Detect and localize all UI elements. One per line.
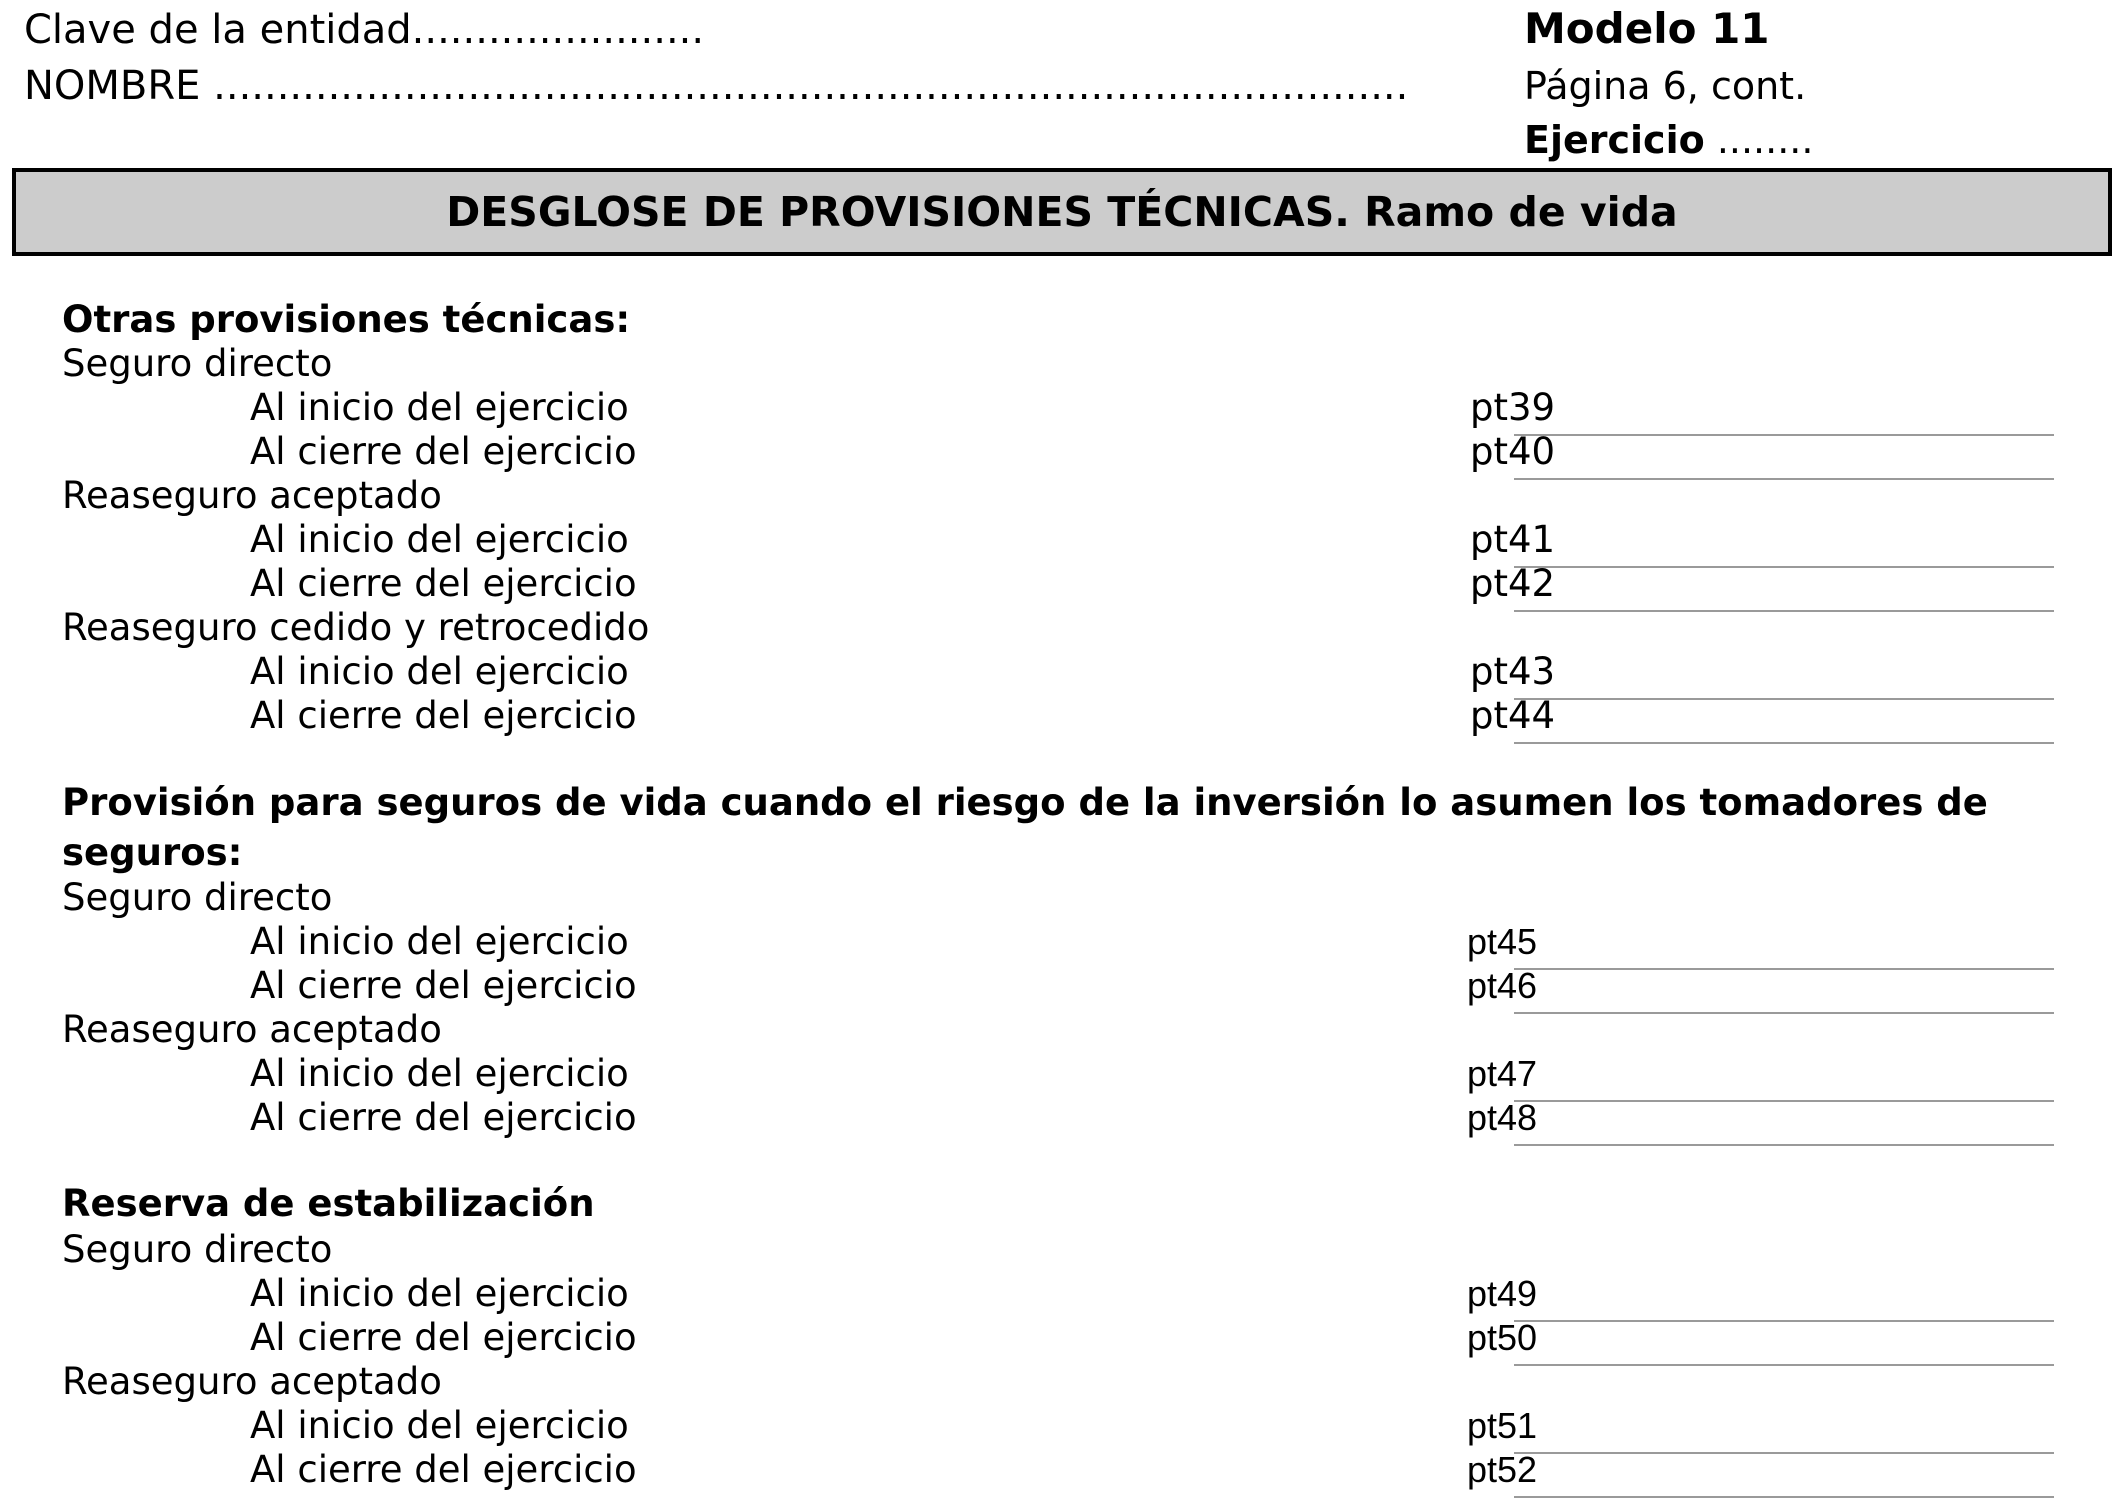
- field-pt45[interactable]: [1514, 968, 2054, 970]
- code-pt43: pt43: [1470, 650, 1556, 693]
- reserva-heading: Reserva de estabilización: [62, 1182, 595, 1225]
- section-title-bar: [12, 168, 2112, 256]
- code-pt39: pt39: [1470, 386, 1556, 429]
- row-label-pt45: Al inicio del ejercicio: [250, 920, 629, 963]
- provision-reaseguro-aceptado: Reaseguro aceptado: [62, 1008, 442, 1051]
- row-label-pt48: Al cierre del ejercicio: [250, 1096, 637, 1139]
- field-pt44[interactable]: [1514, 742, 2054, 744]
- ejercicio-line: [1524, 116, 1813, 164]
- code-pt42: pt42: [1470, 562, 1556, 605]
- field-pt46[interactable]: [1514, 1012, 2054, 1014]
- reserva-seguro-directo: Seguro directo: [62, 1228, 333, 1271]
- field-pt47[interactable]: [1514, 1100, 2054, 1102]
- otras-seguro-directo: Seguro directo: [62, 342, 333, 385]
- field-pt39[interactable]: [1514, 434, 2054, 436]
- row-label-pt47: Al inicio del ejercicio: [250, 1052, 629, 1095]
- row-label-pt49: Al inicio del ejercicio: [250, 1272, 629, 1315]
- ejercicio-label: Ejercicio: [1524, 118, 1705, 162]
- field-pt51[interactable]: [1514, 1452, 2054, 1454]
- field-pt52[interactable]: [1514, 1496, 2054, 1498]
- otras-reaseguro-cedido: Reaseguro cedido y retrocedido: [62, 606, 650, 649]
- code-pt44: pt44: [1470, 694, 1556, 737]
- provision-heading: Provisión para seguros de vida cuando el riesgo de la inversión lo asumen los tomadores de seguros:: [62, 781, 1988, 874]
- code-pt46: pt46: [1467, 965, 1538, 1006]
- otras-heading: Otras provisiones técnicas:: [62, 298, 631, 341]
- row-label-pt52: Al cierre del ejercicio: [250, 1448, 637, 1491]
- field-pt42[interactable]: [1514, 610, 2054, 612]
- field-pt50[interactable]: [1514, 1364, 2054, 1366]
- modelo-label: Modelo 11: [1524, 4, 1770, 53]
- row-label-pt40: Al cierre del ejercicio: [250, 430, 637, 473]
- field-pt49[interactable]: [1514, 1320, 2054, 1322]
- field-pt41[interactable]: [1514, 566, 2054, 568]
- code-pt50: pt50: [1467, 1317, 1538, 1358]
- row-label-pt41: Al inicio del ejercicio: [250, 518, 629, 561]
- code-pt47: pt47: [1467, 1053, 1538, 1094]
- row-label-pt50: Al cierre del ejercicio: [250, 1316, 637, 1359]
- code-pt48: pt48: [1467, 1097, 1538, 1138]
- field-pt43[interactable]: [1514, 698, 2054, 700]
- row-label-pt51: Al inicio del ejercicio: [250, 1404, 629, 1447]
- otras-reaseguro-aceptado: Reaseguro aceptado: [62, 474, 442, 517]
- pagina-label: Página 6, cont.: [1524, 64, 1807, 108]
- clave-label: Clave de la entidad.......................: [24, 7, 705, 53]
- row-label-pt42: Al cierre del ejercicio: [250, 562, 637, 605]
- row-label-pt46: Al cierre del ejercicio: [250, 964, 637, 1007]
- field-pt48[interactable]: [1514, 1144, 2054, 1146]
- nombre-label: NOMBRE ..............................................................................................: [24, 63, 1409, 109]
- code-pt45: pt45: [1467, 921, 1538, 962]
- row-label-pt44: Al cierre del ejercicio: [250, 694, 637, 737]
- ejercicio-dots: ........: [1716, 118, 1814, 162]
- row-label-pt43: Al inicio del ejercicio: [250, 650, 629, 693]
- code-pt51: pt51: [1467, 1405, 1538, 1446]
- reserva-reaseguro-aceptado: Reaseguro aceptado: [62, 1360, 442, 1403]
- row-label-pt39: Al inicio del ejercicio: [250, 386, 629, 429]
- section-title: DESGLOSE DE PROVISIONES TÉCNICAS. Ramo de vida: [446, 188, 1678, 236]
- provision-seguro-directo: Seguro directo: [62, 876, 333, 919]
- code-pt40: pt40: [1470, 430, 1556, 473]
- code-pt52: pt52: [1467, 1449, 1538, 1490]
- code-pt41: pt41: [1470, 518, 1556, 561]
- code-pt49: pt49: [1467, 1273, 1538, 1314]
- field-pt40[interactable]: [1514, 478, 2054, 480]
